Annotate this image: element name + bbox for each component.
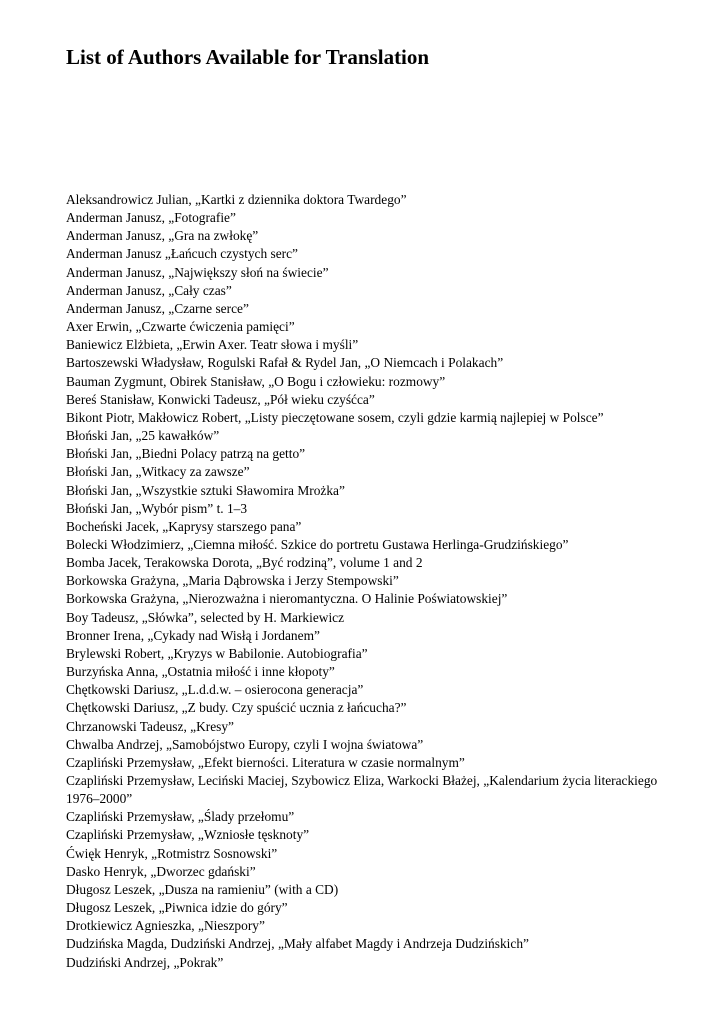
list-item: Bolecki Włodzimierz, „Ciemna miłość. Szkice do portretu Gustawa Herlinga-Grudzińskiego” <box>66 536 569 552</box>
list-item: Chętkowski Dariusz, „Z budy. Czy spuścić ucznia z łańcucha?” <box>66 700 407 716</box>
list-item: Baniewicz Elżbieta, „Erwin Axer. Teatr słowa i myśli” <box>66 337 359 353</box>
list-item: Bomba Jacek, Terakowska Dorota, „Być rodziną”, volume 1 and 2 <box>66 555 423 571</box>
list-item: Axer Erwin, „Czwarte ćwiczenia pamięci” <box>66 319 295 335</box>
author-list <box>66 191 676 972</box>
list-item: Ćwięk Henryk, „Rotmistrz Sosnowski” <box>66 845 278 861</box>
list-item: Anderman Janusz, „Gra na zwłokę” <box>66 228 259 244</box>
list-item: Anderman Janusz, „Czarne serce” <box>66 300 249 316</box>
list-item: Bikont Piotr, Makłowicz Robert, „Listy pieczętowane sosem, czyli gdzie karmią najlepiej w Polsce” <box>66 409 604 425</box>
list-item: Borkowska Grażyna, „Nierozważna i nieromantyczna. O Halinie Poświatowskiej” <box>66 591 508 607</box>
list-item: Bartoszewski Władysław, Rogulski Rafał & Rydel Jan, „O Niemcach i Polakach” <box>66 355 504 371</box>
list-item: Bronner Irena, „Cykady nad Wisłą i Jordanem” <box>66 627 320 643</box>
list-item: Anderman Janusz, „Fotografie” <box>66 210 236 226</box>
list-item: Dudziński Andrzej, „Pokrak” <box>66 954 224 970</box>
list-item: Dudzińska Magda, Dudziński Andrzej, „Mały alfabet Magdy i Andrzeja Dudzińskich” <box>66 936 529 952</box>
list-item: Bocheński Jacek, „Kaprysy starszego pana” <box>66 518 302 534</box>
list-item: Długosz Leszek, „Piwnica idzie do góry” <box>66 900 288 916</box>
list-item: Błoński Jan, „Wybór pism” t. 1–3 <box>66 500 248 516</box>
list-item: Czapliński Przemysław, Leciński Maciej, Szybowicz Eliza, Warkocki Błażej, „Kalendarium życia literackiego 1976–2000” <box>66 773 658 807</box>
list-item: Czapliński Przemysław, „Wzniosłe tęsknoty” <box>66 827 310 843</box>
list-item: Anderman Janusz, „Cały czas” <box>66 282 232 298</box>
list-item: Drotkiewicz Agnieszka, „Nieszpory” <box>66 918 265 934</box>
list-item: Aleksandrowicz Julian, „Kartki z dziennika doktora Twardego” <box>66 192 407 207</box>
list-item: Czapliński Przemysław, „Efekt bierności. Literatura w czasie normalnym” <box>66 754 465 770</box>
list-item: Błoński Jan, „Witkacy za zawsze” <box>66 464 250 480</box>
list-item: Bereś Stanisław, Konwicki Tadeusz, „Pół wieku czyśćca” <box>66 391 375 407</box>
list-item: Błoński Jan, „Wszystkie sztuki Sławomira Mrożka” <box>66 482 345 498</box>
list-item: Anderman Janusz „Łańcuch czystych serc” <box>66 246 298 262</box>
list-item: Długosz Leszek, „Dusza na ramieniu” (with a CD) <box>66 881 339 897</box>
page-title: List of Authors Available for Translation <box>66 45 430 69</box>
list-item: Czapliński Przemysław, „Ślady przełomu” <box>66 809 295 825</box>
list-item: Burzyńska Anna, „Ostatnia miłość i inne kłopoty” <box>66 664 335 680</box>
list-item: Boy Tadeusz, „Słówka”, selected by H. Markiewicz <box>66 609 345 625</box>
list-item: Błoński Jan, „25 kawałków” <box>66 428 220 444</box>
list-item: Chętkowski Dariusz, „L.d.d.w. – osierocona generacja” <box>66 682 364 698</box>
list-item: Brylewski Robert, „Kryzys w Babilonie. Autobiografia” <box>66 645 368 661</box>
list-item: Dasko Henryk, „Dworzec gdański” <box>66 863 256 879</box>
list-item: Anderman Janusz, „Największy słoń na świecie” <box>66 264 329 280</box>
list-item: Chwalba Andrzej, „Samobójstwo Europy, czyli I wojna światowa” <box>66 736 424 752</box>
list-item: Błoński Jan, „Biedni Polacy patrzą na getto” <box>66 446 306 462</box>
list-item: Bauman Zygmunt, Obirek Stanisław, „O Bogu i człowieku: rozmowy” <box>66 373 446 389</box>
list-item: Chrzanowski Tadeusz, „Kresy” <box>66 718 235 734</box>
list-item: Borkowska Grażyna, „Maria Dąbrowska i Jerzy Stempowski” <box>66 573 399 589</box>
